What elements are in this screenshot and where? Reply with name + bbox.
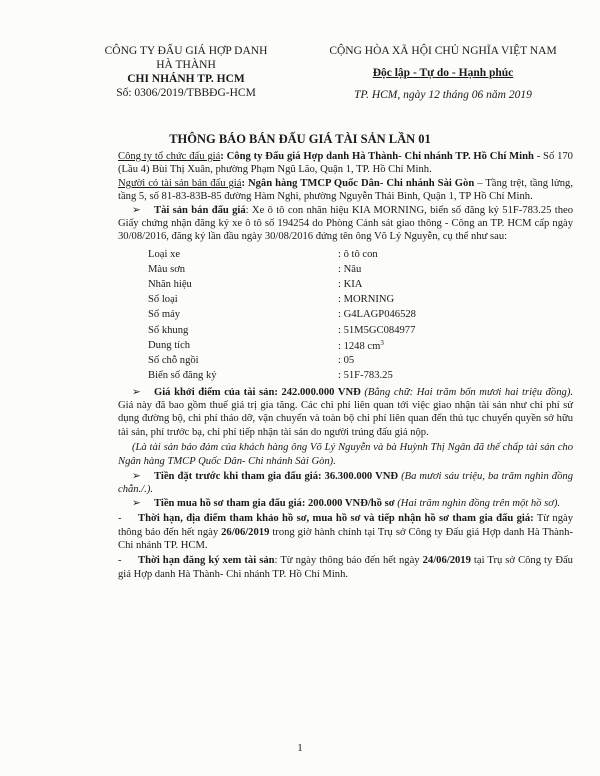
company-header (96, 44, 276, 100)
documents-paragraph (118, 512, 573, 552)
arrow-bullet-icon: ➢ (132, 470, 141, 482)
document-body (118, 150, 573, 581)
spec-value: : ô tô con (338, 248, 378, 260)
spec-value: : Nâu (338, 263, 362, 275)
documents-date: 26/06/2019 (221, 526, 270, 538)
spec-row (148, 308, 573, 323)
spec-value: : MORNING (338, 294, 395, 306)
spec-row (148, 368, 573, 383)
fee-words: (Hai trăm nghìn đồng trên một hồ sơ). (394, 497, 561, 509)
asset-spec-table (148, 247, 573, 384)
company-name-line1: CÔNG TY ĐẤU GIÁ HỢP DANH (104, 45, 268, 57)
spec-key: Số loại (148, 294, 178, 306)
starting-price-paragraph (118, 386, 573, 440)
organizer-paragraph (118, 150, 573, 177)
national-motto: Độc lập - Tự do - Hạnh phúc (372, 67, 514, 79)
spec-value: : KIA (338, 279, 363, 291)
fee-paragraph (118, 497, 573, 510)
arrow-bullet-icon: ➢ (132, 386, 141, 398)
spec-key: Số máy (148, 309, 181, 321)
starting-price-label: Giá khởi điểm của tài sản: 242.000.000 VNĐ (154, 386, 361, 398)
documents-text2: trong giờ hành chính tại Trụ sở Công ty Đấu giá Hợp danh Hà Thành- Chi nhánh TP. HCM. (118, 526, 573, 551)
asset-paragraph (118, 204, 573, 244)
collateral-note: (Là tài sản bảo đảm của khách hàng ông Võ Lý Nguyễn và bà Huỳnh Thị Ngân đã thế chấp tài sản cho Ngân hàng TMCP Quốc Dân- Chi nhánh Sài Gòn). (118, 442, 573, 467)
asset-description: : Xe ô tô con nhãn hiệu KIA MORNING, biển số đăng ký 51F-783.25 theo Giấy chứng nhận đăng ký xe ô tô số 194254 do Phòng Cảnh sát giao thông - Công an TP. HCM cấp ngày 30/08/2016, đăng ký lần đầu ngày 30/08/2016 đứng tên ông Võ Lý Nguyễn, cụ thể như sau: (118, 204, 573, 243)
deposit-words: (Ba mươi sáu triệu, ba trăm nghìn đồng chẵn./.). (118, 470, 573, 496)
viewing-text2: tại Trụ sở Công ty Đấu giá Hợp danh Hà Thành- Chi nhánh TP. Hồ Chí Minh. (118, 555, 573, 580)
viewing-paragraph (118, 554, 573, 581)
spec-value (338, 337, 573, 353)
viewing-date: 24/06/2019 (422, 555, 471, 567)
branch-name: CHI NHÁNH TP. HCM (127, 73, 245, 85)
spec-value: : G4LAGP046528 (338, 309, 416, 321)
spec-key: Biển số đăng ký (148, 370, 217, 382)
documents-label: Thời hạn, địa điểm tham khảo hồ sơ, mua hồ sơ và tiếp nhận hồ sơ tham gia đấu giá: (138, 513, 534, 525)
spec-value: : 05 (338, 355, 355, 367)
spec-key: Loại xe (148, 248, 181, 260)
national-header (318, 44, 568, 102)
document-title: THÔNG BÁO BÁN ĐẤU GIÁ TÀI SẢN LẦN 01 (169, 132, 431, 146)
spec-row (148, 353, 573, 368)
organizer-name: : Công ty Đấu giá Hợp danh Hà Thành- Chi nhánh TP. Hồ Chí Minh (220, 151, 534, 162)
arrow-bullet-icon: ➢ (132, 204, 141, 216)
deposit-label: Tiền đặt trước khi tham gia đấu giá: 36.300.000 VNĐ (154, 470, 399, 482)
spec-row (148, 323, 573, 338)
spec-key: Dung tích (148, 339, 191, 351)
deposit-paragraph (118, 470, 573, 497)
spec-value: : 51M5GC084977 (338, 324, 416, 336)
starting-price-words: (Bằng chữ: Hai trăm bốn mươi hai triệu đồng). (360, 386, 573, 398)
spec-row (148, 338, 573, 353)
spec-row (148, 247, 573, 262)
national-title: CỘNG HÒA XÃ HỘI CHỦ NGHĨA VIỆT NAM (329, 45, 557, 57)
viewing-text1: : Từ ngày thông báo đến hết ngày (274, 555, 423, 567)
organizer-address: - Số 170 (Lầu 4) Bùi Thị Xuân, phường Phạm Ngũ Lão, Quận 1, TP. Hồ Chí Minh. (118, 151, 573, 176)
arrow-bullet-icon: ➢ (132, 497, 141, 509)
starting-price-note: Giá này đã bao gồm thuế giá trị gia tăng. Các chi phí liên quan tới việc giao nhận tài sản như chi phí sử dụng đường bộ, chi phí tháo dỡ, vận chuyển và toàn bộ chi phí liên quan đến thủ tục chuyển quyền sở hữu tài sản, phí trước bạ, chi phí tiếp nhận tài sản do người trúng đấu giá nộp. (118, 399, 573, 438)
spec-key: Nhãn hiệu (148, 279, 192, 291)
owner-address: – Tầng trệt, tầng lửng, tầng 5, số 81-83-83B-85 đường Hàm Nghi, phường Nguyễn Thái Bình, Quận 1, TP Hồ Chí Minh. (118, 177, 573, 203)
spec-key: Màu sơn (148, 263, 186, 275)
document-date: TP. HCM, ngày 12 tháng 06 năm 2019 (354, 89, 532, 101)
spec-key: Số khung (148, 324, 189, 336)
dash-bullet: - (118, 513, 122, 525)
page-number: 1 (297, 742, 303, 754)
asset-label: Tài sản bán đấu giá (154, 204, 246, 216)
dash-bullet: - (118, 555, 122, 567)
owner-label: Người có tài sản bán đấu giá (118, 177, 242, 189)
spec-row (148, 277, 573, 292)
spec-row (148, 262, 573, 277)
capacity-value: : 1248 cm (338, 341, 381, 353)
documents-text1: Từ ngày thông báo đến hết ngày (118, 513, 573, 538)
spec-key: Số chỗ ngồi (148, 355, 199, 367)
organizer-label: Công ty tổ chức đấu giá (118, 151, 221, 162)
owner-name: : Ngân hàng TMCP Quốc Dân- Chi nhánh Sài Gòn (241, 177, 475, 189)
viewing-label: Thời hạn đăng ký xem tài sản (138, 555, 275, 567)
cm-superscript: 3 (380, 339, 384, 348)
document-number: Số: 0306/2019/TBBĐG-HCM (116, 87, 256, 99)
fee-label: Tiền mua hồ sơ tham gia đấu giá: 200.000 VNĐ/hồ sơ (154, 497, 395, 509)
company-name-line2: HÀ THÀNH (156, 59, 216, 71)
spec-value: : 51F-783.25 (338, 370, 393, 382)
owner-paragraph (118, 177, 573, 204)
spec-row (148, 292, 573, 307)
